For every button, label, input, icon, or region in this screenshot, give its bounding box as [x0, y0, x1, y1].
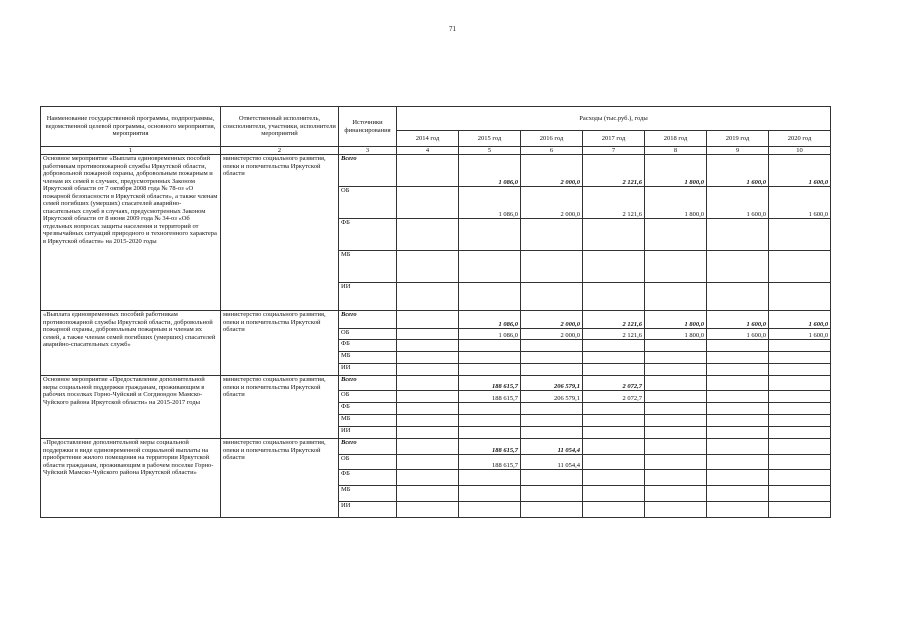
- funding-source: ИИ: [339, 502, 397, 518]
- expense-value: 188 615,7: [459, 455, 521, 470]
- expense-value: [521, 403, 583, 415]
- expense-value: [397, 376, 459, 391]
- expense-value: [583, 470, 645, 486]
- column-number: 9: [707, 147, 769, 155]
- year-header: 2014 год: [397, 131, 459, 147]
- expense-value: [769, 352, 831, 364]
- expense-value: [583, 283, 645, 311]
- expense-value: [645, 376, 707, 391]
- expense-value: [397, 219, 459, 251]
- expense-value: 206 579,1: [521, 376, 583, 391]
- expense-value: [645, 219, 707, 251]
- expense-value: [397, 329, 459, 340]
- expense-value: 1 600,0: [769, 329, 831, 340]
- funding-source: ОБ: [339, 329, 397, 340]
- expense-value: [459, 502, 521, 518]
- expense-value: [459, 219, 521, 251]
- year-header: 2019 год: [707, 131, 769, 147]
- expense-value: 188 615,7: [459, 439, 521, 455]
- funding-source: Всего: [339, 439, 397, 455]
- expense-value: [769, 455, 831, 470]
- column-number: 8: [645, 147, 707, 155]
- expense-value: [707, 340, 769, 352]
- header-responsible: Ответственный исполнитель, соисполнители, участники, исполнители мероприятий: [221, 107, 339, 147]
- expense-value: 2 000,0: [521, 311, 583, 329]
- expense-value: [707, 251, 769, 283]
- expense-value: [521, 427, 583, 439]
- expense-value: [645, 486, 707, 502]
- expense-value: [459, 251, 521, 283]
- expense-value: [583, 219, 645, 251]
- expense-value: [707, 352, 769, 364]
- expense-value: [397, 486, 459, 502]
- expense-value: [707, 486, 769, 502]
- expense-value: 1 600,0: [707, 311, 769, 329]
- expense-value: [707, 439, 769, 455]
- expense-value: [707, 403, 769, 415]
- expense-value: [397, 311, 459, 329]
- expense-value: [769, 486, 831, 502]
- responsible-executor: министерство социального развития, опеки и попечительства Иркутской области: [221, 311, 339, 376]
- header-source: Источники финансирования: [339, 107, 397, 147]
- expense-value: [397, 455, 459, 470]
- expense-value: [397, 391, 459, 403]
- expense-value: [769, 283, 831, 311]
- expense-value: 2 121,6: [583, 155, 645, 187]
- expense-value: [397, 340, 459, 352]
- expense-value: 1 600,0: [769, 155, 831, 187]
- column-number: 10: [769, 147, 831, 155]
- expense-value: [397, 364, 459, 376]
- funding-source: МБ: [339, 352, 397, 364]
- expense-value: 1 800,0: [645, 155, 707, 187]
- expense-value: [645, 427, 707, 439]
- expense-value: [769, 376, 831, 391]
- expense-value: [397, 251, 459, 283]
- expense-value: 2 000,0: [521, 187, 583, 219]
- expense-value: [769, 415, 831, 427]
- column-number: 3: [339, 147, 397, 155]
- funding-source: МБ: [339, 486, 397, 502]
- expense-value: 1 800,0: [645, 329, 707, 340]
- expense-value: 2 072,7: [583, 376, 645, 391]
- expense-value: [583, 403, 645, 415]
- expense-value: [707, 391, 769, 403]
- expense-value: [397, 415, 459, 427]
- expense-value: [645, 455, 707, 470]
- year-header: 2020 год: [769, 131, 831, 147]
- expense-value: [769, 391, 831, 403]
- expense-value: [645, 415, 707, 427]
- expense-value: 1 600,0: [707, 155, 769, 187]
- expense-value: [459, 470, 521, 486]
- expense-value: [521, 470, 583, 486]
- expense-value: 1 086,0: [459, 329, 521, 340]
- funding-source: ФБ: [339, 470, 397, 486]
- year-header: 2015 год: [459, 131, 521, 147]
- table-row: [41, 376, 831, 391]
- expense-value: 11 054,4: [521, 439, 583, 455]
- funding-source: МБ: [339, 251, 397, 283]
- expense-value: [521, 340, 583, 352]
- table-row: [41, 311, 831, 329]
- funding-source: ИИ: [339, 427, 397, 439]
- expense-value: [769, 251, 831, 283]
- expense-value: [707, 455, 769, 470]
- expense-value: 1 600,0: [707, 187, 769, 219]
- table-row: [41, 439, 831, 455]
- funding-source: ФБ: [339, 403, 397, 415]
- expense-value: [521, 219, 583, 251]
- expense-value: 2 072,7: [583, 391, 645, 403]
- expense-value: 1 600,0: [769, 187, 831, 219]
- expense-value: [645, 364, 707, 376]
- expense-value: [459, 486, 521, 502]
- funding-source: Всего: [339, 311, 397, 329]
- expense-value: [583, 415, 645, 427]
- expense-value: [707, 283, 769, 311]
- expense-value: [583, 486, 645, 502]
- expense-value: [459, 364, 521, 376]
- column-number: 6: [521, 147, 583, 155]
- expense-value: [769, 219, 831, 251]
- expense-value: 2 121,6: [583, 311, 645, 329]
- expense-value: [521, 352, 583, 364]
- expense-value: [645, 470, 707, 486]
- expense-value: 1 086,0: [459, 155, 521, 187]
- expense-value: [521, 364, 583, 376]
- expense-value: [583, 340, 645, 352]
- expense-value: [583, 364, 645, 376]
- expense-value: [397, 187, 459, 219]
- column-number: 5: [459, 147, 521, 155]
- measure-description: Основное мероприятие «Выплата единовременных пособий работникам противопожарной службы Иркутской области, добровольной пожарной охраны, добровольным пожарным и членам их семей в случаях, предусмотренных Законом Иркутской области от 7 октября 2008 года № 78-оз «О пожарной безопасности в Иркутской области», а также членам семей погибших (умерших) спасателей аварийно-спасательных служб в случаях, предусмотренных Законом Иркутской области от 8 июня 2009 года № 34-оз «Об отдельных вопросах защиты населения и территорий от чрезвычайных ситуаций природного и техногенного характера в Иркутской области» на 2015-2020 годы: [41, 155, 221, 311]
- funding-source: ОБ: [339, 455, 397, 470]
- responsible-executor: министерство социального развития, опеки и попечительства Иркутской области: [221, 439, 339, 518]
- expense-value: [645, 439, 707, 455]
- expense-value: [645, 283, 707, 311]
- expense-value: [397, 352, 459, 364]
- page-number: 71: [449, 25, 456, 33]
- expense-value: [521, 502, 583, 518]
- expense-value: [583, 352, 645, 364]
- expense-value: [397, 155, 459, 187]
- year-header: 2018 год: [645, 131, 707, 147]
- expense-value: 1 600,0: [769, 311, 831, 329]
- expense-value: 206 579,1: [521, 391, 583, 403]
- expense-value: [769, 470, 831, 486]
- header-name: Наименование государственной программы, подпрограммы, ведомственной целевой программы, основного мероприятия, мероприятия: [41, 107, 221, 147]
- expense-value: [769, 403, 831, 415]
- expense-value: [645, 251, 707, 283]
- expense-value: [397, 502, 459, 518]
- measure-description: «Предоставление дополнительной меры социальной поддержки в виде единовременной социальной выплаты на приобретение жилого помещения на территории Иркутской области гражданам, проживающим в рабочем поселке Горно-Чуйский Мамско-Чуйского района Иркутской области»: [41, 439, 221, 518]
- funding-source: ФБ: [339, 219, 397, 251]
- expense-value: [459, 403, 521, 415]
- expense-value: [645, 403, 707, 415]
- expense-value: [769, 364, 831, 376]
- expense-value: [521, 486, 583, 502]
- expense-value: [707, 219, 769, 251]
- expense-value: [707, 470, 769, 486]
- expense-value: [707, 364, 769, 376]
- expense-value: [397, 427, 459, 439]
- expense-value: [459, 283, 521, 311]
- expense-value: 188 615,7: [459, 376, 521, 391]
- expense-value: [645, 340, 707, 352]
- expense-value: [583, 251, 645, 283]
- header-expenses: Расходы (тыс.руб.), годы: [397, 107, 831, 131]
- expense-value: [583, 502, 645, 518]
- expense-value: [645, 502, 707, 518]
- expense-value: [769, 502, 831, 518]
- expense-value: 2 000,0: [521, 329, 583, 340]
- expense-value: [459, 340, 521, 352]
- expense-value: [583, 455, 645, 470]
- table-row: [41, 155, 831, 187]
- year-header: 2016 год: [521, 131, 583, 147]
- column-number: 2: [221, 147, 339, 155]
- expense-value: [521, 251, 583, 283]
- expense-value: [769, 427, 831, 439]
- expense-value: [645, 352, 707, 364]
- column-number: 1: [41, 147, 221, 155]
- funding-source: ОБ: [339, 187, 397, 219]
- expense-value: [397, 439, 459, 455]
- expense-value: [521, 283, 583, 311]
- funding-source: ИИ: [339, 283, 397, 311]
- expense-value: 1 086,0: [459, 311, 521, 329]
- expense-value: 1 800,0: [645, 311, 707, 329]
- expense-value: 1 600,0: [707, 329, 769, 340]
- expense-value: [459, 352, 521, 364]
- expense-value: 2 121,6: [583, 187, 645, 219]
- expense-value: [521, 415, 583, 427]
- expense-value: 1 800,0: [645, 187, 707, 219]
- expense-value: [707, 376, 769, 391]
- column-number: 7: [583, 147, 645, 155]
- funding-source: ИИ: [339, 364, 397, 376]
- measure-description: Основное мероприятие «Предоставление дополнительной меры социальной поддержки гражданам, проживающим в рабочих поселках Горно-Чуйский и Согдиондон Мамско-Чуйского района Иркутской области» на 2015-2017 годы: [41, 376, 221, 439]
- expense-value: [707, 502, 769, 518]
- responsible-executor: министерство социального развития, опеки и попечительства Иркутской области: [221, 155, 339, 311]
- expense-value: [397, 470, 459, 486]
- column-number: 4: [397, 147, 459, 155]
- expense-value: [459, 427, 521, 439]
- expense-value: [707, 427, 769, 439]
- measure-description: «Выплата единовременных пособий работникам противопожарной службы Иркутской области, добровольной пожарной охраны, добровольным пожарным и членам их семей, а также членам семей погибших (умерших) спасателей аварийно-спасательных служб»: [41, 311, 221, 376]
- expense-value: 2 000,0: [521, 155, 583, 187]
- expense-value: [645, 391, 707, 403]
- expense-value: 188 615,7: [459, 391, 521, 403]
- year-header: 2017 год: [583, 131, 645, 147]
- budget-table: [40, 106, 831, 518]
- funding-source: Всего: [339, 376, 397, 391]
- expense-value: [769, 439, 831, 455]
- expense-value: [583, 439, 645, 455]
- funding-source: Всего: [339, 155, 397, 187]
- expense-value: [583, 427, 645, 439]
- expense-value: [459, 415, 521, 427]
- funding-source: ОБ: [339, 391, 397, 403]
- expense-value: 1 086,0: [459, 187, 521, 219]
- expense-value: 11 054,4: [521, 455, 583, 470]
- expense-value: [769, 340, 831, 352]
- expense-value: [397, 403, 459, 415]
- responsible-executor: министерство социального развития, опеки и попечительства Иркутской области: [221, 376, 339, 439]
- expense-value: 2 121,6: [583, 329, 645, 340]
- expense-value: [707, 415, 769, 427]
- funding-source: ФБ: [339, 340, 397, 352]
- expense-value: [397, 283, 459, 311]
- funding-source: МБ: [339, 415, 397, 427]
